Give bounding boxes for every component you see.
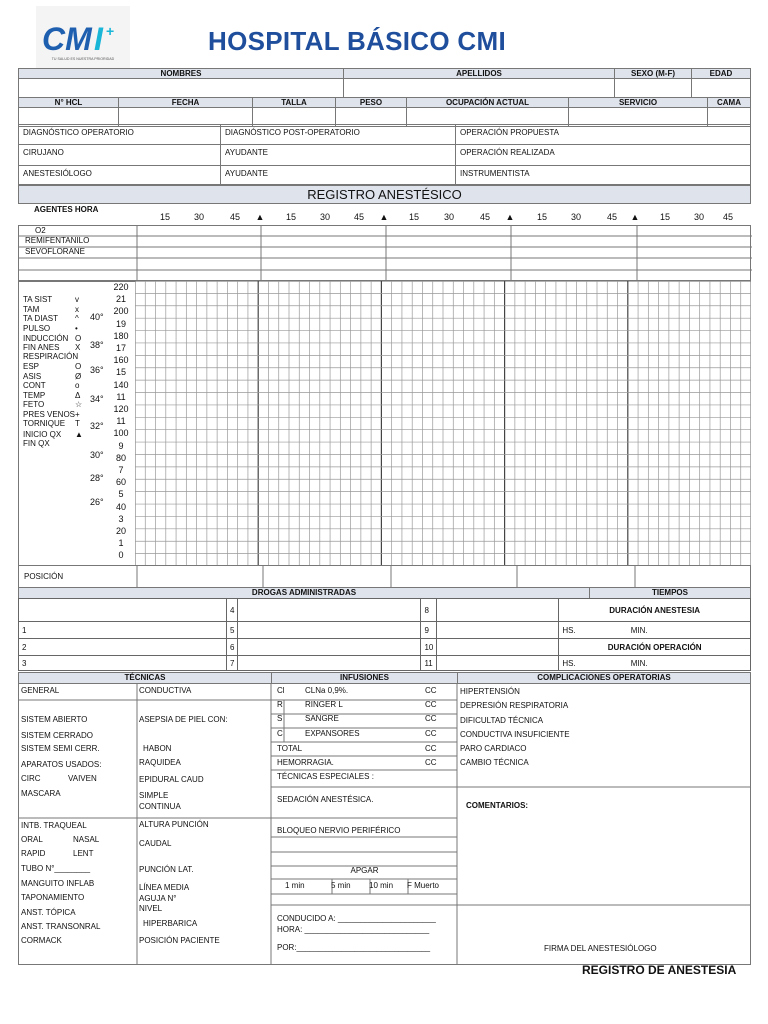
legend-label: TAM [23, 305, 40, 314]
tecnica-option[interactable]: RAQUIDEA [139, 758, 181, 767]
time-tick-label: 15 [536, 212, 547, 222]
tecnica-option[interactable]: RAPID [21, 849, 46, 858]
drug-number: 7 [227, 656, 238, 671]
time-tick-label: 15 [408, 212, 419, 222]
tecnica-option[interactable]: MASCARA [21, 789, 61, 798]
duracion-anestesia-label: DURACIÓN ANESTESIA [559, 599, 751, 622]
legend-label: RESPIRACIÓN [23, 352, 79, 361]
anestesia-time[interactable] [559, 622, 751, 639]
svg-text:CM: CM [42, 21, 92, 57]
legend-symbol: v [75, 295, 79, 304]
legend-symbol: Δ [75, 391, 81, 400]
tecnicas-col-2 [139, 683, 269, 965]
drug-number: 10 [421, 639, 437, 656]
temperature-label: 28° [90, 473, 104, 483]
time-tick-label: 45 [479, 212, 490, 222]
tecnica-option[interactable]: ORAL [21, 835, 43, 844]
legend-label: TORNIQUE [23, 419, 66, 428]
infusion-code: Cl [277, 686, 285, 695]
time-tick-label: ▲ [379, 212, 389, 222]
drogas-header: DROGAS ADMINISTRADAS [18, 587, 590, 599]
scale-value: 180 [113, 330, 129, 341]
legend-symbol: O [75, 334, 82, 343]
hemorragia-unit: CC [425, 758, 437, 767]
tecnicas-header: TÉCNICAS [18, 672, 272, 684]
footer-title: REGISTRO DE ANESTESIA [582, 963, 737, 977]
apellidos-field[interactable] [343, 78, 615, 98]
legend-label: FIN ANES [23, 343, 60, 352]
agent-remifentanilo: REMIFENTANILO [25, 236, 90, 245]
legend-symbol: T [75, 419, 80, 428]
diagnostico-post[interactable]: DIAGNÓSTICO POST-OPERATORIO [220, 124, 456, 145]
tecnica-option[interactable]: AGUJA N° [139, 894, 177, 903]
tecnica-option[interactable]: ALTURA PUNCIÓN [139, 820, 209, 829]
infusiones-header: INFUSIONES [271, 672, 458, 684]
header-apellidos: APELLIDOS [343, 68, 615, 79]
scale-value: 5 [118, 489, 124, 500]
svg-text:TU SALUD ES NUESTRA PRIORIDAD: TU SALUD ES NUESTRA PRIORIDAD [51, 57, 115, 61]
time-tick-label: 45 [606, 212, 617, 222]
scale-value: 15 [115, 367, 126, 378]
header-edad: EDAD [691, 68, 751, 79]
legend-symbol: • [75, 324, 78, 333]
scale-value: 60 [115, 477, 126, 488]
tecnica-option[interactable]: INTB. TRAQUEAL [21, 821, 87, 830]
infusion-code: S [277, 714, 283, 724]
infusion-name[interactable]: SANGRE [305, 714, 339, 724]
tecnica-option[interactable]: NIVEL [139, 904, 163, 913]
scale-value: 17 [115, 343, 126, 353]
tecnica-option[interactable]: GENERAL [21, 686, 60, 695]
scale-value: 19 [115, 318, 126, 329]
time-tick-label: 30 [193, 212, 204, 222]
tecnica-option[interactable]: PUNCIÓN LAT. [139, 865, 194, 874]
page-title: HOSPITAL BÁSICO CMI [208, 26, 506, 56]
agent-sevoflorane: SEVOFLORANE [25, 247, 86, 256]
tecnica-option[interactable]: APARATOS USADOS: [21, 760, 102, 769]
temperature-label: 26° [90, 497, 104, 507]
time-tick-label: 30 [443, 212, 454, 222]
hs-label: HS. [562, 625, 576, 635]
time-tick-label: 15 [659, 212, 670, 222]
scale-value: 21 [115, 294, 126, 305]
header-servicio: SERVICIO [568, 97, 708, 108]
posicion-row [18, 565, 751, 588]
registro-title: REGISTRO ANESTÉSICO [18, 185, 751, 204]
agents-table [18, 225, 751, 281]
complicaciones-col [458, 683, 750, 965]
scale-value: 200 [113, 306, 129, 317]
legend-symbol: + [75, 410, 80, 419]
tiempos-header: TIEMPOS [589, 587, 751, 599]
legend-label: FIN QX [23, 439, 50, 448]
legend-symbol: ☆ [75, 400, 83, 409]
drug-number: 8 [421, 599, 437, 622]
bloqueo-label[interactable]: BLOQUEO NERVIO PERIFÉRICO [277, 826, 401, 835]
scale-value: 220 [113, 282, 129, 292]
infusion-unit: CC [425, 700, 437, 710]
edad-field[interactable] [691, 78, 751, 98]
tecnica-option[interactable]: HABON [143, 744, 172, 753]
legend-symbol: o [75, 381, 80, 390]
complicacion-option[interactable]: HIPERTENSIÓN [460, 687, 520, 696]
logo [36, 6, 130, 68]
scale-value: 7 [118, 465, 124, 475]
header-cama: CAMA [707, 97, 751, 108]
drug-number: 1 [22, 625, 27, 635]
complicacion-option[interactable]: DEPRESIÓN RESPIRATORIA [460, 701, 569, 710]
legend-label: PRES VENOS [23, 410, 76, 419]
scale-value: 140 [113, 379, 129, 390]
logo-icon [36, 6, 130, 68]
drug-slot-8[interactable] [437, 599, 559, 622]
infusion-unit: CC [425, 728, 437, 738]
scale-value: 0 [118, 550, 124, 561]
agents-grid-lines [19, 226, 752, 282]
operacion-propuesta[interactable]: OPERACIÓN PROPUESTA [455, 124, 751, 145]
infusion-name[interactable]: EXPANSORES [305, 728, 360, 738]
legend-label: CONT [23, 381, 46, 390]
scale-value: 11 [116, 416, 126, 427]
legend-label: TEMP [23, 391, 46, 400]
tecnica-option[interactable]: CORMACK [21, 936, 62, 945]
legend-symbol: x [75, 305, 79, 314]
tecnica-option[interactable]: SISTEM SEMI CERR. [21, 744, 100, 753]
drogas-table [18, 598, 751, 671]
svg-text:+: + [106, 23, 115, 39]
sexo-field[interactable] [614, 78, 692, 98]
scale-value: 9 [118, 440, 124, 451]
min-label: MIN. [630, 658, 648, 668]
header-ocupacion: OCUPACIÓN ACTUAL [406, 97, 569, 108]
time-tick-label: ▲ [505, 212, 515, 222]
value-scale [111, 281, 133, 566]
tecnica-option[interactable]: ASEPSIA DE PIEL CON: [139, 715, 228, 724]
drug-slot-6[interactable] [238, 639, 421, 656]
legend-label: INICIO QX [23, 430, 62, 439]
anestesiologo[interactable]: ANESTESIÓLOGO [18, 165, 221, 185]
complicacion-option[interactable]: DIFICULTAD TÉCNICA [460, 716, 544, 725]
tecnica-option[interactable]: LÍNEA MEDIA [139, 883, 190, 892]
tecnica-option[interactable]: CONTINUA [139, 802, 181, 811]
cirujano[interactable]: CIRUJANO [18, 144, 221, 166]
sedacion-label[interactable]: SEDACIÓN ANESTÉSICA. [277, 795, 374, 804]
drug-number: 2 [22, 642, 27, 652]
tecnica-option[interactable]: CAUDAL [139, 839, 172, 848]
tecnica-option[interactable]: LENT [73, 849, 94, 858]
svg-text:I: I [94, 21, 103, 57]
complicacion-option[interactable]: PARO CARDIACO [460, 744, 527, 753]
legend-symbol: O [75, 362, 82, 371]
time-tick-label: 30 [693, 212, 704, 222]
temperature-label: 34° [90, 394, 104, 404]
drug-slot-11[interactable] [437, 656, 559, 671]
tecnica-option[interactable]: TUBO N°________ [21, 864, 91, 873]
tecnica-option[interactable]: MANGUITO INFLAB [21, 879, 95, 888]
min-label: MIN. [630, 625, 648, 635]
tecnica-option[interactable]: POSICIÓN PACIENTE [139, 936, 220, 945]
header-fecha: FECHA [118, 97, 253, 108]
tecnica-option[interactable]: CIRC [21, 774, 41, 783]
total-label: TOTAL [277, 744, 303, 753]
complicacion-option[interactable]: CONDUCTIVA INSUFICIENTE [460, 730, 570, 739]
tecnica-option[interactable]: NASAL [73, 835, 100, 844]
comentarios-label: COMENTARIOS: [466, 801, 529, 810]
drug-number: 6 [227, 639, 238, 656]
drug-slot-5[interactable] [238, 622, 421, 639]
scale-value: 80 [115, 452, 126, 463]
tecnica-option[interactable]: TAPONAMIENTO [21, 893, 85, 902]
apgar-column[interactable]: 1 min [285, 881, 305, 890]
infusion-name[interactable]: CLNa 0,9%. [305, 686, 349, 695]
drug-slot-3[interactable] [19, 656, 227, 671]
legend-label: INDUCCIÓN [23, 334, 69, 343]
temperature-label: 32° [90, 421, 104, 431]
drug-slot-0[interactable] [19, 599, 227, 622]
time-tick-label: 45 [229, 212, 240, 222]
drug-slot-1[interactable] [19, 622, 227, 639]
drug-slot-4[interactable] [238, 599, 421, 622]
infusiones-col [271, 683, 458, 965]
drug-slot-2[interactable] [19, 639, 227, 656]
tecnica-option[interactable]: HIPERBARICA [143, 919, 198, 928]
scale-value: 100 [113, 428, 129, 439]
nombres-field[interactable] [18, 78, 344, 98]
tecnica-option[interactable]: SIMPLE [139, 791, 169, 800]
tecnicas-especiales-label: TÉCNICAS ESPECIALES : [277, 772, 374, 781]
drug-number: 4 [227, 599, 238, 622]
tecnica-option[interactable]: ANST. TRANSONRAL [21, 922, 101, 931]
apgar-column[interactable]: 5 min [331, 881, 351, 890]
temperature-label: 30° [90, 450, 104, 460]
tecnica-option[interactable]: VAIVEN [68, 774, 97, 783]
ayudante-1[interactable]: AYUDANTE [220, 144, 456, 166]
drug-slot-10[interactable] [437, 639, 559, 656]
header-nombres: NOMBRES [18, 68, 344, 79]
tecnica-option[interactable]: EPIDURAL CAUD [139, 775, 204, 784]
tecnica-option[interactable]: CONDUCTIVA [139, 686, 192, 695]
tecnicas-col-1 [21, 683, 133, 965]
header-talla: TALLA [252, 97, 336, 108]
vitals-grid[interactable] [135, 281, 751, 566]
operacion-time[interactable] [559, 656, 751, 671]
por-field[interactable]: POR:______________________________ [277, 943, 431, 952]
scale-value: 120 [113, 404, 129, 414]
legend-label: TA DIAST [23, 314, 58, 323]
legend-symbol: ▲ [75, 430, 83, 439]
tecnica-option[interactable]: ANST. TÓPICA [21, 908, 76, 917]
agent-o2: O2 [35, 226, 46, 235]
header-hcl: N° HCL [18, 97, 119, 108]
scale-value: 3 [118, 513, 124, 524]
time-tick-label: 45 [722, 212, 733, 222]
infusion-unit: CC [425, 686, 437, 695]
drug-number: 11 [421, 656, 437, 671]
apgar-column[interactable]: F Muerto [407, 881, 440, 890]
legend-label: TA SIST [23, 295, 53, 304]
legend-label: PULSO [23, 324, 51, 333]
duracion-operacion-label: DURACIÓN OPERACIÓN [559, 639, 751, 656]
infusion-unit: CC [425, 714, 437, 724]
complicaciones-header: COMPLICACIONES OPERATORIAS [457, 672, 751, 684]
ayudante-2[interactable]: AYUDANTE [220, 165, 456, 185]
posicion-label: POSICIÓN [24, 572, 64, 581]
infusion-code: R [277, 700, 283, 710]
time-tick-label: ▲ [630, 212, 640, 222]
legend-symbol: ^ [75, 314, 79, 323]
scale-value: 11 [116, 391, 126, 402]
temperature-label: 38° [90, 340, 104, 350]
infusion-code: C [277, 728, 283, 738]
drug-slot-7[interactable] [238, 656, 421, 671]
apgar-column[interactable]: 10 min [369, 881, 394, 890]
temperature-label: 36° [90, 365, 104, 375]
header-sexo: SEXO (M-F) [614, 68, 692, 79]
legend-label: ESP [23, 362, 40, 371]
scale-value: 1 [118, 538, 124, 549]
tecnica-option[interactable]: SISTEM ABIERTO [21, 715, 88, 724]
time-tick-label: 30 [570, 212, 581, 222]
time-tick-label: 45 [353, 212, 364, 222]
infusion-name[interactable]: RINGER L [305, 700, 343, 710]
operacion-realizada[interactable]: OPERACIÓN REALIZADA [455, 144, 751, 166]
drug-number: 3 [22, 658, 27, 668]
time-tick-label: 15 [159, 212, 170, 222]
drug-number: 9 [421, 622, 437, 639]
scale-value: 20 [115, 526, 126, 536]
scale-value: 160 [113, 355, 129, 366]
diagnostico-operatorio[interactable]: DIAGNÓSTICO OPERATORIO [18, 124, 221, 145]
legend-symbol: X [75, 343, 81, 352]
legend-label: ASIS [23, 372, 42, 381]
conducido-field[interactable]: CONDUCIDO A: ______________________ [277, 914, 436, 923]
hs-label: HS. [562, 658, 576, 668]
firma-label: FIRMA DEL ANESTESIÓLOGO [544, 944, 657, 953]
hemorragia-label: HEMORRAGIA. [277, 758, 334, 767]
complicacion-option[interactable]: CAMBIO TÉCNICA [460, 758, 529, 767]
legend-label: FETO [23, 400, 45, 409]
total-unit: CC [425, 744, 437, 753]
instrumentista[interactable]: INSTRUMENTISTA [455, 165, 751, 185]
temperature-label: 40° [90, 312, 104, 322]
header-peso: PESO [335, 97, 407, 108]
scale-value: 40 [115, 501, 126, 512]
time-ticks [0, 212, 768, 224]
time-tick-label: 15 [285, 212, 296, 222]
legend-symbol: Ø [75, 372, 82, 381]
agentes-hora-label: AGENTES HORA [34, 205, 99, 214]
drug-slot-9[interactable] [437, 622, 559, 639]
hora-field[interactable]: HORA: ____________________________ [277, 925, 430, 934]
apgar-label: APGAR [350, 866, 379, 875]
time-tick-label: 30 [319, 212, 330, 222]
tecnica-option[interactable]: SISTEM CERRADO [21, 731, 94, 740]
drug-number: 5 [227, 622, 238, 639]
time-tick-label: ▲ [255, 212, 265, 222]
